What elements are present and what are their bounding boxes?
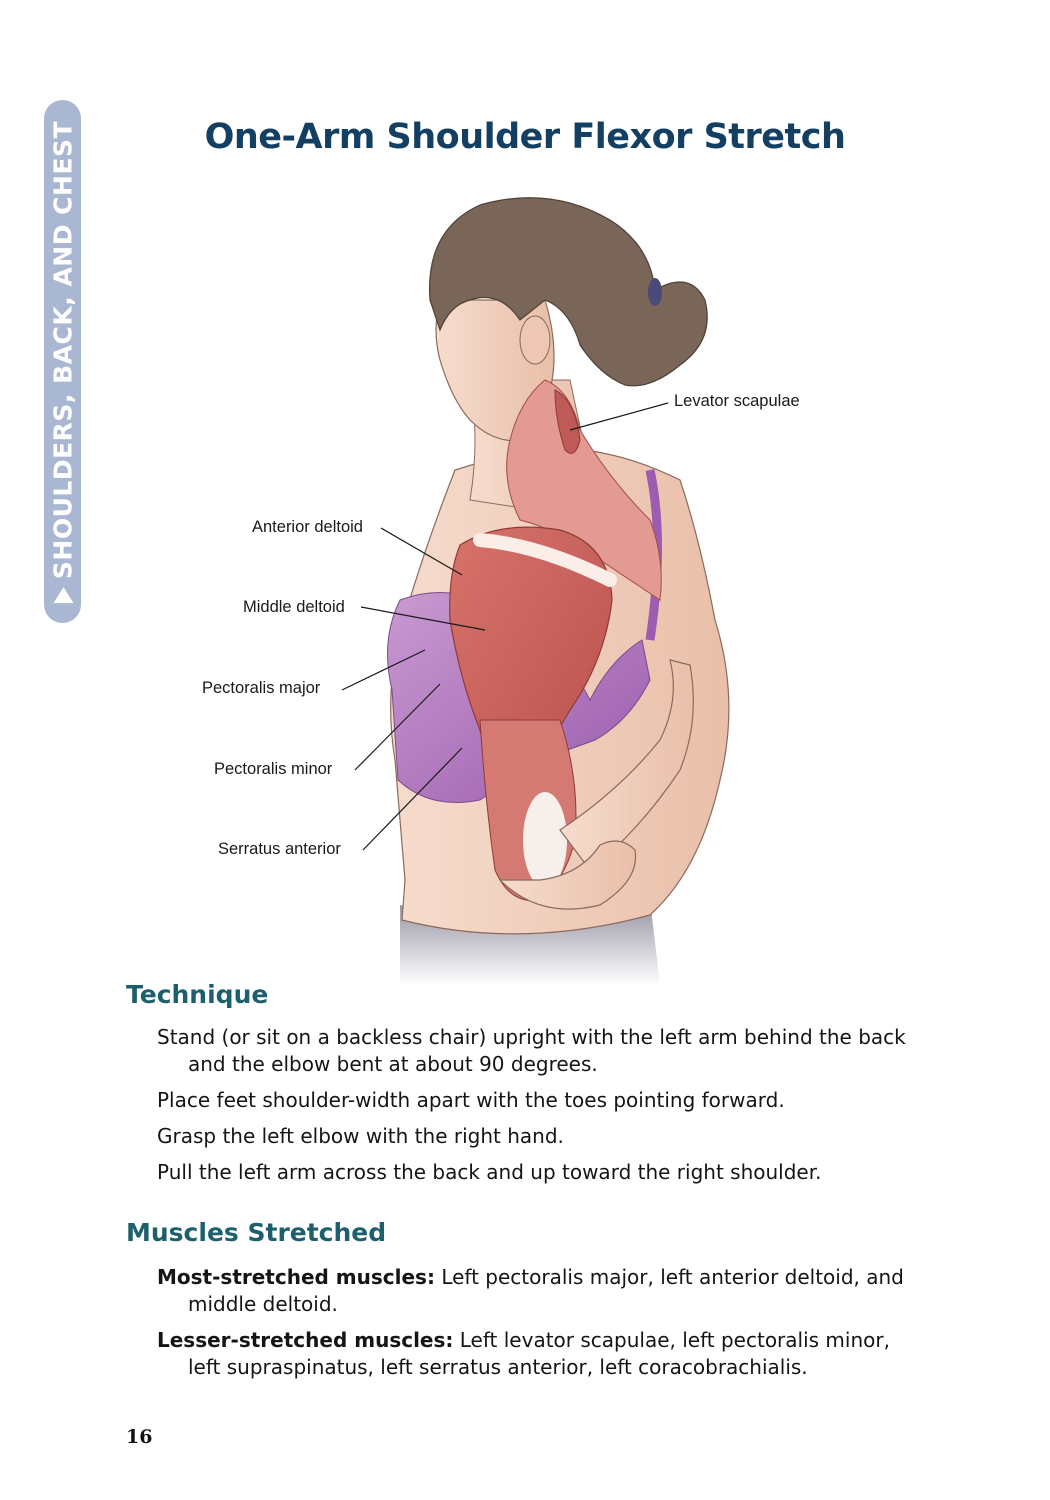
technique-step: Pull the left arm across the back and up toward the right shoulder.	[157, 1160, 822, 1184]
technique-step: Stand (or sit on a backless chair) upright with the left arm behind the back and the elbow bent at about 90 degrees.	[157, 1025, 906, 1076]
label-levator-scapulae: Levator scapulae	[674, 392, 800, 410]
label-serratus-anterior: Serratus anterior	[218, 840, 341, 858]
muscles-stretched-heading: Muscles Stretched	[126, 1218, 387, 1247]
most-stretched-text: Left pectoralis major, left anterior deltoid, and middle deltoid.	[188, 1265, 904, 1316]
technique-step: Grasp the left elbow with the right hand.	[157, 1124, 564, 1148]
most-stretched-item	[157, 1264, 917, 1318]
side-tab-label: SHOULDERS, BACK, AND CHEST	[48, 120, 77, 579]
hair-tie	[648, 278, 662, 306]
label-middle-deltoid: Middle deltoid	[243, 598, 345, 616]
muscles-stretched-list	[157, 1264, 917, 1390]
lesser-stretched-item	[157, 1327, 917, 1381]
technique-step: Place feet shoulder-width apart with the toes pointing forward.	[157, 1088, 785, 1112]
lesser-stretched-label: Lesser-stretched muscles:	[157, 1328, 454, 1352]
label-pectoralis-major: Pectoralis major	[202, 679, 321, 697]
ear-shape	[520, 316, 550, 364]
lesser-stretched-text: Left levator scapulae, left pectoralis minor, left supraspinatus, left serratus anterior, left coracobrachialis.	[188, 1328, 890, 1379]
page-title: One-Arm Shoulder Flexor Stretch	[204, 117, 846, 157]
technique-steps	[157, 1024, 917, 1195]
elbow-tendon	[523, 792, 567, 888]
most-stretched-label: Most-stretched muscles:	[157, 1265, 435, 1289]
technique-heading: Technique	[126, 980, 269, 1009]
label-pectoralis-minor: Pectoralis minor	[214, 760, 333, 778]
page-number: 16	[126, 1426, 153, 1448]
label-anterior-deltoid: Anterior deltoid	[252, 518, 363, 536]
leader-levator	[570, 403, 668, 430]
